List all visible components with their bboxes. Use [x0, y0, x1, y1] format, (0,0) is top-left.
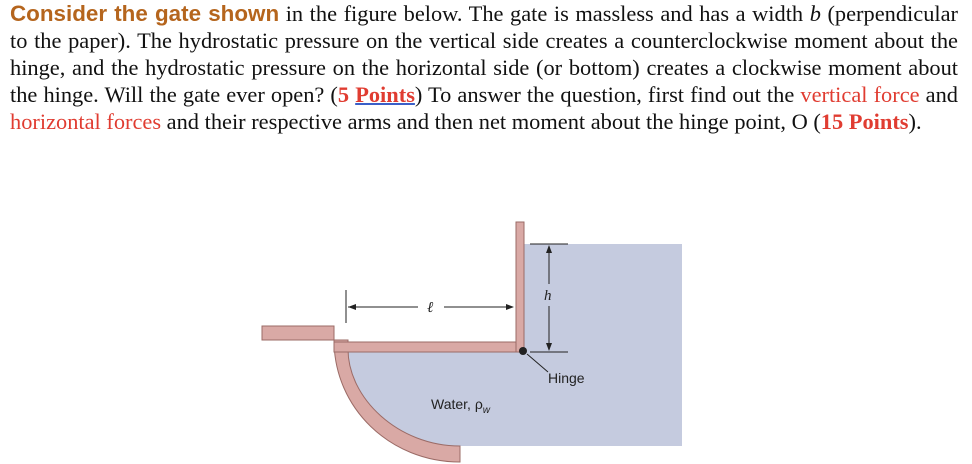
- left-wall-ledge: [262, 326, 334, 340]
- text-segment-6: ).: [908, 109, 922, 134]
- horizontal-forces-highlight: horizontal forces: [10, 109, 162, 134]
- water-label-main: Water, ρ: [431, 396, 483, 412]
- dim-l-label: ℓ: [427, 300, 434, 316]
- dim-l-arrow-left: [348, 304, 356, 310]
- lead-heading: Consider the gate shown: [10, 1, 280, 26]
- vertical-force-highlight: vertical force: [800, 82, 920, 107]
- hinge-point: [519, 347, 527, 355]
- width-variable-b: b: [809, 1, 821, 26]
- dim-h-label: h: [544, 288, 552, 304]
- points-a-number: 5: [337, 82, 350, 107]
- gate-vertical-plate: [516, 222, 524, 352]
- text-segment-1: in the figure below. The gate is massless and has a width: [279, 1, 810, 26]
- gate-horizontal-plate: [334, 342, 523, 352]
- text-segment-2: (perpendicular to the paper). The hydrostatic pressure on the vertical side creates a counterclockwise moment about the hinge, and the hydrostatic pressure on the horizontal side (or bottom) creates a clockwise moment about the hinge. Will the gate ever open? (: [10, 1, 959, 107]
- points-a-link[interactable]: Points: [355, 82, 415, 107]
- points-b-label: 15 Points: [820, 109, 909, 134]
- hinge-label: Hinge: [548, 370, 585, 386]
- text-segment-3: ) To answer the question, first find out the: [414, 82, 801, 107]
- dim-l-arrow-right: [506, 304, 514, 310]
- water-label-sub: w: [482, 405, 491, 416]
- text-segment-5: and their respective arms and then net moment about the hinge point, O (: [161, 109, 821, 134]
- text-segment-4: and: [919, 82, 958, 107]
